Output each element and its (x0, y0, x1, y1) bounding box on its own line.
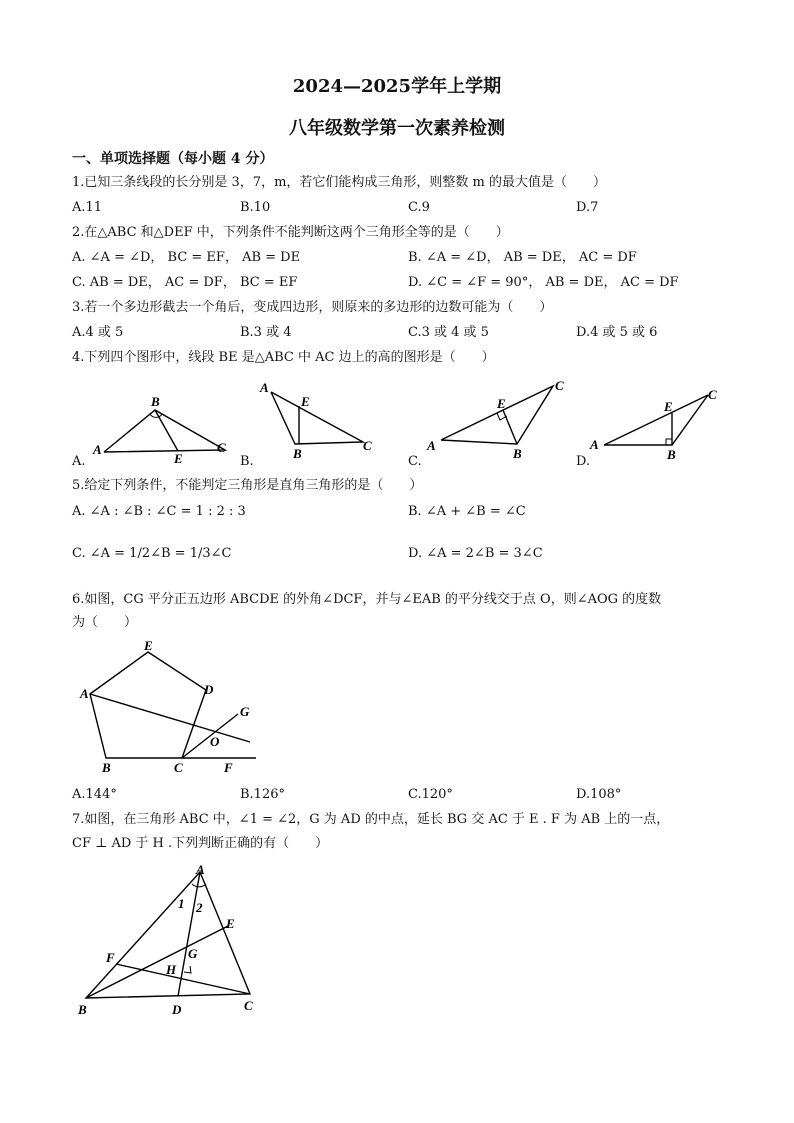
q5-option-c: C. ∠A = 1/2∠B = 1/3∠C (72, 546, 232, 561)
label-c: C (174, 760, 183, 775)
label-c: C (363, 438, 372, 453)
label-b: B (667, 447, 676, 462)
label-f: F (224, 760, 233, 775)
question-1-stem: 1.已知三条线段的长分别是 3，7，m，若它们能构成三角形，则整数 m 的最大值是（ ） (72, 175, 606, 190)
q3-option-b: B.3 或 4 (240, 325, 292, 340)
label-a: A (260, 380, 269, 395)
label-e: E (301, 394, 310, 409)
q6-option-a: A.144° (72, 787, 117, 802)
label-c: C (244, 998, 253, 1013)
q4-figure-a (90, 390, 240, 465)
label-b: B (513, 446, 522, 461)
label-g: G (188, 946, 198, 961)
label-g: G (240, 704, 250, 719)
q4-figure-d (590, 385, 730, 460)
label-a: A (196, 862, 205, 877)
q2-option-b: B. ∠A = ∠D， AB = DE， AC = DF (408, 250, 637, 265)
label-e: E (226, 916, 235, 931)
q3-option-c: C.3 或 4 或 5 (408, 325, 489, 340)
label-e: E (174, 451, 183, 466)
q2-option-d: D. ∠C = ∠F = 90°， AB = DE， AC = DF (408, 275, 679, 290)
label-a: A (93, 442, 102, 457)
question-6-stem-line1: 6.如图，CG 平分正五边形 ABCDE 的外角∠DCF，并与∠EAB 的平分线交于点 O，则∠AOG 的度数 (72, 592, 662, 607)
q7-triangle-figure (78, 862, 278, 1022)
label-b: B (78, 1002, 87, 1017)
label-c: C (708, 387, 717, 402)
q4-option-a: A. (72, 454, 86, 469)
q4-figure-c (425, 378, 575, 463)
label-angle-1: 1 (178, 896, 185, 911)
q5-option-b: B. ∠A + ∠B = ∠C (408, 504, 526, 519)
question-2-stem: 2.在△ABC 和△DEF 中，下列条件不能判断这两个三角形全等的是（ ） (72, 225, 509, 240)
q5-option-a: A. ∠A : ∠B : ∠C = 1 : 2 : 3 (72, 504, 246, 519)
label-a: A (427, 438, 436, 453)
question-6-stem-line2: 为（ ） (72, 615, 138, 630)
q1-option-d: D.7 (576, 200, 599, 215)
exam-title-year: 2024—2025学年上学期 (292, 76, 502, 97)
q6-pentagon-figure (78, 638, 268, 778)
q2-option-c: C. AB = DE， AC = DF， BC = EF (72, 275, 298, 290)
label-h: H (166, 962, 177, 977)
q3-option-a: A.4 或 5 (72, 325, 124, 340)
exam-title-subject: 八年级数学第一次素养检测 (289, 118, 505, 139)
label-b: B (151, 394, 160, 409)
question-7-stem-line1: 7.如图，在三角形 ABC 中，∠1 = ∠2，G 为 AD 的中点，延长 BG 交 AC 于 E . F 为 AB 上的一点， (72, 812, 670, 827)
q6-option-b: B.126° (240, 787, 285, 802)
q3-option-d: D.4 或 5 或 6 (576, 325, 658, 340)
q4-option-b: B. (240, 454, 254, 469)
q1-option-b: B.10 (240, 200, 271, 215)
label-b: B (102, 760, 111, 775)
q4-option-d: D. (576, 454, 591, 469)
label-f: F (106, 950, 115, 965)
label-e: E (144, 638, 153, 653)
label-b: B (293, 446, 302, 461)
label-d: D (204, 682, 214, 697)
q2-option-a: A. ∠A = ∠D， BC = EF， AB = DE (72, 250, 301, 265)
label-c: C (555, 378, 564, 393)
section-heading: 一、单项选择题（每小题 4 分） (72, 151, 274, 167)
question-7-stem-line2: CF ⊥ AD 于 H .下列判断正确的有（ ） (72, 836, 329, 851)
question-4-stem: 4.下列四个图形中，线段 BE 是△ABC 中 AC 边上的高的图形是（ ） (72, 350, 495, 365)
label-o: O (210, 734, 220, 749)
question-5-stem: 5.给定下列条件，不能判定三角形是直角三角形的是（ ） (72, 478, 423, 493)
question-3-stem: 3.若一个多边形截去一个角后，变成四边形，则原来的多边形的边数可能为（ ） (72, 300, 553, 315)
label-c: C (217, 440, 226, 455)
q5-option-d: D. ∠A = 2∠B = 3∠C (408, 546, 543, 561)
q4-option-c: C. (408, 454, 422, 469)
label-a: A (590, 437, 599, 452)
q6-option-c: C.120° (408, 787, 453, 802)
q6-option-d: D.108° (576, 787, 622, 802)
q4-figure-b (255, 382, 395, 462)
q1-option-c: C.9 (408, 200, 430, 215)
q1-option-a: A.11 (72, 200, 103, 215)
label-d: D (172, 1002, 182, 1017)
label-e: E (497, 396, 506, 411)
label-angle-2: 2 (196, 900, 203, 915)
label-a: A (80, 686, 89, 701)
label-e: E (664, 399, 673, 414)
